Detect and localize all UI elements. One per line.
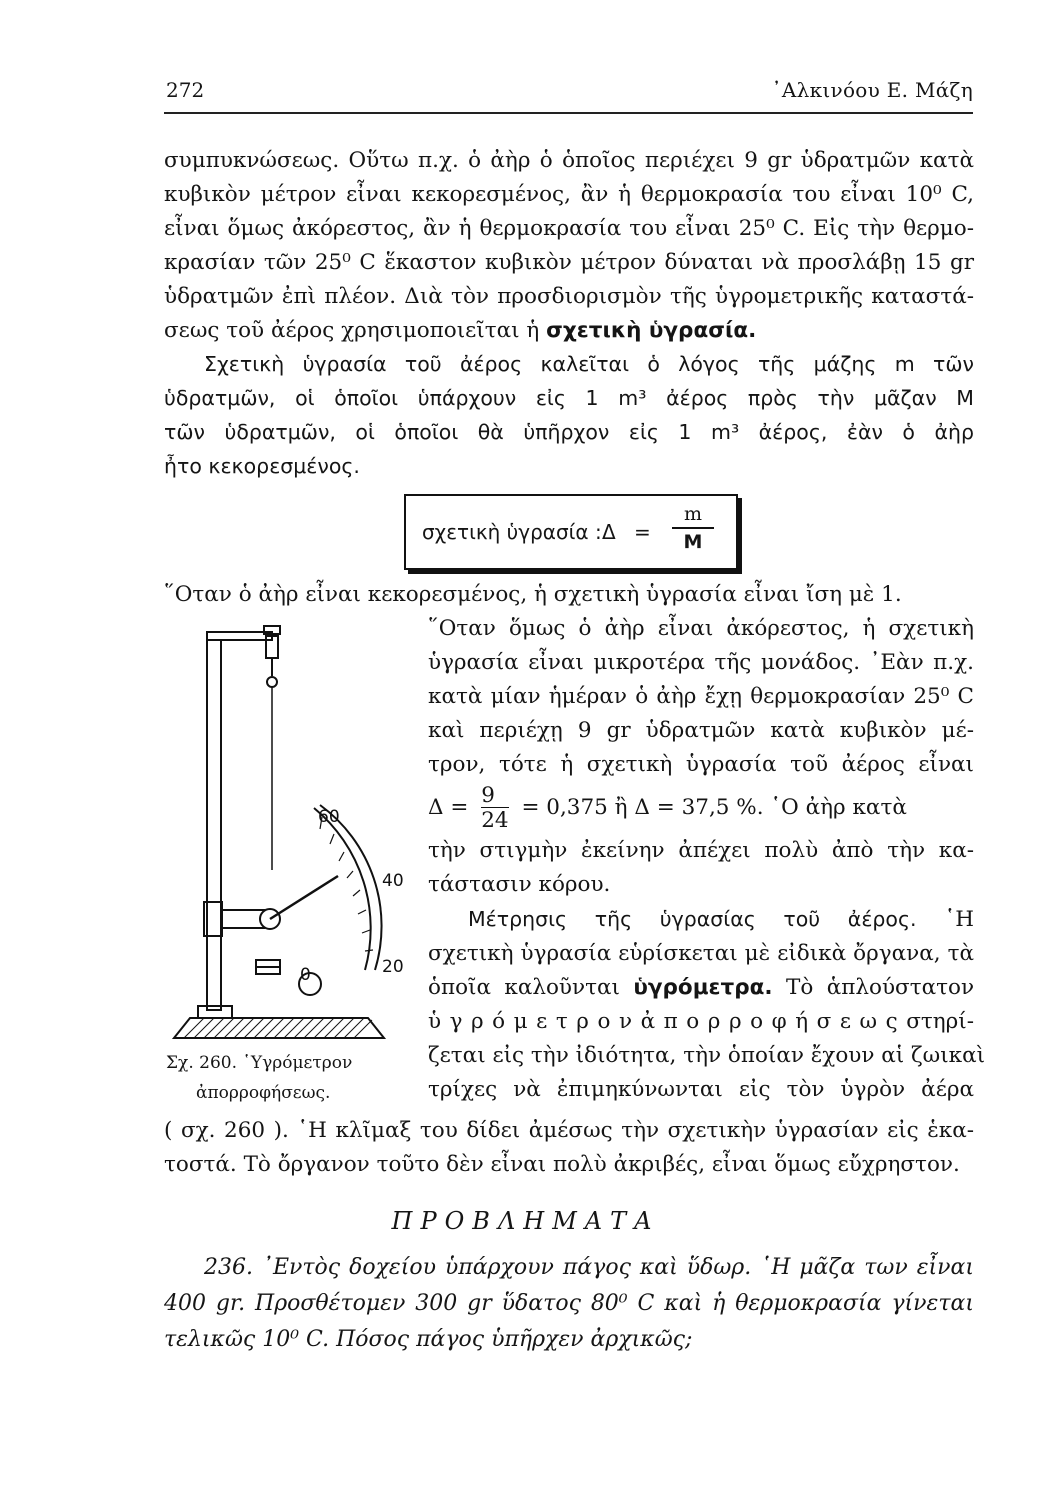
page-number: 272: [166, 78, 205, 102]
section-heading-measurement: Μέτρησις τῆς ὑγρασίας τοῦ ἀέρος.: [468, 907, 917, 931]
stand-foot: [198, 1006, 232, 1018]
problems-heading: ΠΡΟΒΛΗΜΑΤΑ: [391, 1207, 660, 1235]
text-fragment: ῾Η: [944, 907, 974, 932]
text-line: κυβικὸν μέτρον εἶναι κεκορεσμένος, ἂν ἡ θερμοκρασία του εἶναι 10⁰ C,: [164, 182, 974, 207]
caption-line: ἀπορροφήσεως.: [196, 1083, 331, 1103]
text-line: 400 gr. Προσθέτομεν 300 gr ὕδατος 80⁰ C καὶ ἡ θερμοκρασία γίνεται: [164, 1291, 974, 1316]
text-line: [164, 314, 974, 348]
paragraph-hygrometer: [428, 612, 986, 1107]
text-line: ὑδρατμῶν ἐπὶ πλέον. Διὰ τὸν προσδιορισμὸν τῆς ὑγρομετρικῆς καταστά-: [164, 284, 974, 309]
term-relative-humidity: σχετικὴ ὑγρασία.: [546, 318, 757, 343]
paragraph-condensation: [164, 144, 974, 348]
text-line: ὑγρασία εἶναι μικροτέρα τῆς μονάδος. ᾿Εὰν π.χ.: [428, 650, 974, 675]
text-line: τάστασιν κόρου.: [428, 872, 611, 897]
equation-fraction: [481, 782, 509, 833]
paragraph-saturated: [164, 578, 974, 612]
formula-fraction: [668, 502, 718, 554]
text-line: τὴν στιγμὴν ἐκείνην ἀπέχει πολὺ ἀπὸ τὴν κα-: [428, 838, 974, 863]
text-line: ῞Οταν ὁ ἀὴρ εἶναι κεκορεσμένος, ἡ σχετικὴ ὑγρασία εἶναι ἴση μὲ 1.: [164, 582, 902, 607]
text-line: τελικῶς 10⁰ C. Πόσος πάγος ὑπῆρχεν ἀρχικῶς;: [164, 1327, 693, 1352]
text-line: Σχετικὴ ὑγρασία τοῦ ἀέρος καλεῖται ὁ λόγος τῆς μάζης m τῶν: [204, 352, 974, 376]
caption-line: Σχ. 260. ῾Υγρόμετρον: [166, 1053, 353, 1073]
formula-symbol: Δ: [602, 520, 616, 544]
text-fragment: ὁποῖα καλοῦνται: [428, 975, 620, 1000]
scale-arc: [320, 805, 382, 970]
text-line: σχετικὴ ὑγρασία εὑρίσκεται μὲ εἰδικὰ ὄργανα, τὰ: [428, 941, 974, 966]
text-line: κατὰ μίαν ἡμέραν ὁ ἀὴρ ἔχῃ θερμοκρασίαν 25⁰ C: [428, 684, 974, 709]
text-line: καὶ περιέχῃ 9 gr ὑδρατμῶν κατὰ κυβικὸν μέ-: [428, 718, 974, 743]
equation-lhs: Δ =: [428, 795, 469, 820]
term-hygrometers: ὑγρόμετρα.: [633, 975, 773, 1000]
stand-post: [207, 640, 221, 1010]
text-line: [428, 902, 974, 937]
equation-rest: = 0,375 ἢ Δ = 37,5 %. ῾Ο ἀὴρ κατὰ: [521, 795, 907, 820]
text-line: ἦτο κεκορεσμένος.: [164, 454, 360, 478]
text-line: τρον, τότε ἡ σχετικὴ ὑγρασία τοῦ ἀέρος εἶναι: [428, 752, 974, 777]
paragraph-scale: [164, 1114, 974, 1182]
scale-label-40: 40: [382, 871, 404, 891]
fraction-bar: [672, 527, 714, 529]
text-line: εἶναι ὅμως ἀκόρεστος, ἂν ἡ θερμοκρασία του εἶναι 25⁰ C. Εἰς τὴν θερμο-: [164, 216, 974, 241]
hair-hook: [267, 677, 277, 687]
running-title: ᾿Αλκινόου Ε. Μάζη: [771, 78, 973, 102]
text-line: ὑ γ ρ ό μ ε τ ρ ο ν ἀ π ο ρ ρ ο φ ή σ ε ω ς στηρί-: [428, 1009, 974, 1034]
text-fragment: Τὸ ἁπλούστατον: [786, 975, 975, 1000]
formula-label: σχετικὴ ὑγρασία :: [422, 520, 602, 544]
text-line: τῶν ὑδρατμῶν, οἱ ὁποῖοι θὰ ὑπῆρχον εἰς 1 m³ ἀέρος, ἐὰν ὁ ἀὴρ: [164, 420, 974, 444]
text-line: ( σχ. 260 ). ῾Η κλῖμαξ του δίδει ἀμέσως τὴν σχετικὴν ὑγρασίαν εἰς ἑκα-: [164, 1118, 974, 1143]
formula-equals: =: [634, 520, 651, 544]
formula-denominator: Μ: [683, 531, 703, 553]
formula-numerator: m: [683, 503, 703, 525]
text-line: ὑδρατμῶν, οἱ ὁποῖοι ὑπάρχουν εἰς 1 m³ ἀέρος πρὸς τὴν μᾶζαν Μ: [164, 386, 974, 410]
scale-label-60: 60: [318, 807, 340, 827]
text-fragment: σεως τοῦ ἀέρος χρησιμοποιεῖται ἡ: [164, 318, 540, 343]
problem-236: [164, 1250, 974, 1358]
text-line: κρασίαν τῶν 25⁰ C ἕκαστον κυβικὸν μέτρον δύναται νὰ προσλάβῃ 15 gr: [164, 250, 974, 275]
hygrometer-figure: [160, 610, 404, 1050]
figure-caption: [166, 1048, 416, 1108]
stand-base: [174, 1018, 384, 1038]
scale-label-0: 0: [300, 965, 311, 985]
text-line: τοστά. Τὸ ὄργανον τοῦτο δὲν εἶναι πολὺ ἀκριβές, εἶναι ὅμως εὔχρηστον.: [164, 1152, 960, 1177]
equation-denominator: 24: [481, 807, 509, 833]
text-line: ζεται εἰς τὴν ἰδιότητα, τὴν ὁποίαν ἔχουν αἱ ζωικαὶ: [428, 1043, 986, 1068]
text-line: ῞Οταν ὅμως ὁ ἀὴρ εἶναι ἀκόρεστος, ἡ σχετικὴ: [428, 616, 974, 641]
equation-numerator: 9: [481, 782, 495, 808]
scale-label-20: 20: [382, 957, 404, 977]
formula-box: [404, 494, 738, 570]
text-line: 236. ᾿Εντὸς δοχείου ὑπάρχουν πάγος καὶ ὕδωρ. ῾Η μᾶζα των εἶναι: [204, 1255, 974, 1280]
equation-line: [428, 782, 974, 834]
text-line: [428, 971, 974, 1005]
header-rule: [164, 112, 973, 114]
top-arm: [207, 632, 272, 640]
text-line: τρίχες νὰ ἐπιμηκύνωνται εἰς τὸν ὑγρὸν ἀέρα: [428, 1077, 974, 1102]
pointer-needle: [270, 876, 338, 919]
paragraph-definition: [164, 347, 974, 483]
text-line: συμπυκνώσεως. Οὕτω π.χ. ὁ ἀὴρ ὁ ὁποῖος περιέχει 9 gr ὑδρατμῶν κατὰ: [164, 148, 974, 173]
